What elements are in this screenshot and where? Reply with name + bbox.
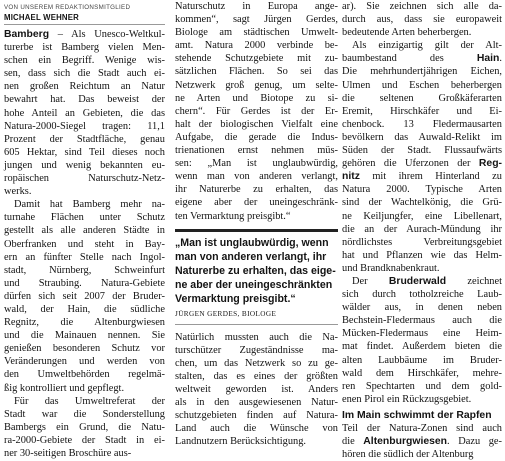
text-span: Die mehrhundertjährigen Eichen,: [342, 66, 502, 78]
text-span: nördlichstes Verbreitungsgebiet: [342, 236, 502, 248]
text-line: halt der biologischen Vielfalt eine: [175, 118, 338, 130]
text-line: [342, 39, 502, 52]
article-column-3: [342, 0, 502, 461]
text-span: sen, dass sich die Stadt auch ei-: [4, 68, 165, 80]
text-span: Mücken-Fledermaus eine Heim-: [342, 328, 502, 340]
text-span: sind der Wachtelkönig, die Grü-: [342, 197, 502, 209]
text-line: [4, 67, 165, 80]
text-line: [342, 327, 502, 340]
text-line: ner 30-seitigen Broschüre aus-: [4, 448, 132, 459]
text-line: Naturschutz in Europa ange-: [175, 1, 338, 12]
place-name: Reg-: [478, 158, 502, 170]
text-span: Natura-2000-Siegel tragen: 11,1: [4, 120, 165, 132]
text-line: eigene aber der uneingeschränk-: [175, 197, 338, 209]
pull-quote-line: Naturerbe zu erhalten, das eige-: [175, 265, 336, 277]
text-line: [4, 93, 165, 106]
text-line: [4, 54, 165, 67]
paragraph-altenburgwiesen: [342, 422, 502, 461]
text-line: wenn man von anderen verlangt,: [175, 171, 338, 183]
text-span: Als einzigartig gilt der Alt-: [352, 40, 502, 52]
text-span: – Als Unesco-Weltkul-: [49, 29, 165, 40]
text-span: jungen und wenig bekannten eu-: [4, 159, 165, 171]
text-span: 605 Hektar, sind Teil dieses noch: [4, 146, 165, 158]
text-span: baumbestand des: [342, 53, 477, 65]
text-line: [342, 236, 502, 249]
pull-quote-line: „Man ist unglaubwürdig, wenn: [175, 236, 329, 249]
text-line: Bambergs ein Grund, die Natu-: [4, 421, 165, 433]
text-line: stehende Schutzgebiete mit zu-: [175, 53, 338, 65]
text-span: wald dem Hirschkäfer, mehre-: [342, 367, 502, 379]
paragraph-bruderwald: [342, 275, 502, 406]
text-line: Biologe am städtischen Umwelt-: [175, 27, 338, 39]
text-line: stadt, Nürnberg, Schweinfurt: [4, 264, 165, 276]
author-name: MICHAEL WEHNER: [4, 13, 165, 25]
text-line: [342, 275, 502, 288]
text-line: Stadt war die Sonderstellung: [4, 408, 165, 420]
text-line: [342, 52, 502, 65]
text-line: [342, 448, 502, 461]
text-line: [342, 249, 502, 262]
text-line: als in den ausgewiesenen Natur-: [175, 397, 338, 409]
pull-quote-text: [175, 236, 338, 307]
text-line: [342, 380, 502, 393]
text-span: chenbock. 13 Fledermausarten: [342, 118, 502, 130]
text-line: [342, 65, 502, 78]
text-span: bevölkern das Auwald-Relikt im: [342, 131, 502, 143]
text-line: ern an fünfter Stelle nach Ingol-: [4, 251, 165, 263]
text-line: [4, 185, 165, 198]
pull-quote-line: Vermarktung preisgibt.“: [175, 293, 296, 306]
text-line: trienationen ernst nehmen müs-: [175, 145, 338, 157]
text-line: [342, 131, 502, 144]
text-span: gehören die Uferzonen der: [342, 158, 479, 170]
text-line: kommen“, sagt Jürgen Gerdes,: [175, 14, 338, 26]
text-line: [4, 146, 165, 159]
text-line: [342, 367, 502, 380]
dateline: Bamberg: [4, 29, 50, 40]
text-line: [342, 393, 502, 406]
text-span: ne Keiljungfer, eine Libellenart,: [342, 210, 502, 222]
text-line: [342, 170, 502, 183]
text-line: ar). Sie zeichnen sich alle da-: [342, 1, 502, 12]
text-span: Süden der Stadt. Flussaufwärts: [342, 145, 502, 157]
text-line: [342, 435, 502, 448]
text-span: die seltenen Großkäferarten: [342, 92, 502, 104]
text-line: [4, 41, 165, 54]
text-line: [342, 301, 502, 314]
pull-quote-line: ne aber der uneingeschränkten: [175, 279, 333, 292]
text-span: . Dazu ge-: [447, 436, 502, 448]
text-span: werks.: [4, 186, 32, 198]
text-line: bedeutende Arten beherbergen.: [342, 27, 472, 39]
text-line: [342, 105, 502, 118]
text-line: turnahe Flächen unter Schutz: [4, 212, 165, 224]
text-span: Teil der Natura-Zonen sind auch: [342, 423, 502, 434]
text-line: [4, 159, 165, 172]
text-line: Aufgabe, die gerade die Indus-: [175, 131, 338, 143]
text-line: Land auch die Wünsche von: [175, 423, 338, 435]
text-line: chern“. Für Gerdes ist der Er-: [175, 105, 338, 117]
text-line: ra-2000-Gebiete der Stadt in ei-: [4, 434, 165, 446]
paragraph-1: [4, 28, 165, 198]
text-span: nen großen Reichtum an Natur: [4, 81, 165, 93]
text-line: [342, 92, 502, 105]
text-span: schen ein Begriff. Wenige wis-: [4, 55, 165, 67]
subheading: Im Main schwimmt der Rapfen: [342, 409, 492, 421]
article-column-2: [175, 0, 338, 448]
text-line: ten Vermarktung preisgibt.“: [175, 210, 291, 222]
text-line: [342, 223, 502, 236]
text-line: sätzlichen Flächen. So sei das: [175, 66, 338, 78]
text-line: dürfen sich seit 2007 der Bruder-: [4, 290, 165, 302]
text-line: ihr Naturerbe zu erhalten, das: [175, 184, 338, 196]
text-line: ßig kontrolliert und gepflegt.: [4, 382, 125, 394]
text-span: ren Spechtarten und dem gold-: [342, 380, 502, 392]
text-span: turerbe ist Bamberg vielen Men-: [4, 42, 165, 54]
paragraph-continued-3: [342, 0, 502, 39]
text-line: schutzgebieten finden auf Natura-: [175, 410, 338, 422]
text-line: weltweit geworden ist. Anders: [175, 383, 338, 395]
text-span: die an der Aurach-Mündung ihr: [342, 223, 502, 235]
text-span: Der: [352, 275, 389, 287]
text-span: ropäischen Naturschutz-Netz-: [4, 173, 165, 185]
text-span: hat und Pflanzen wie das Helm-: [342, 249, 502, 261]
text-line: [342, 422, 502, 435]
text-line: sen: „Man ist unglaubwürdig,: [175, 158, 338, 170]
text-line: turschützer Zugeständnisse ma-: [175, 344, 338, 356]
text-span: zeichnet: [446, 275, 502, 287]
text-line: [342, 210, 502, 223]
text-span: Eremit, Hirschkäfer und Ei-: [342, 105, 502, 117]
pull-quote-line: man von anderen verlangt, ihr: [175, 250, 327, 263]
text-span: mit ihrem Hinterland zu: [359, 171, 502, 183]
text-span: wälder aus, in denen neben: [342, 302, 502, 314]
text-line: stalten, das es eines der größten: [175, 370, 338, 382]
text-line: [4, 28, 165, 41]
text-span: .: [499, 53, 502, 65]
text-span: sich durch totholzreiche Laub-: [342, 289, 502, 301]
text-span: und Brandknabenkraut.: [342, 262, 440, 274]
text-span: Natura 2000. Typische Arten: [342, 184, 502, 196]
text-line: chen, um das Netzwerk so zu ge-: [175, 357, 338, 369]
text-line: [4, 133, 165, 146]
text-line: Damit hat Bamberg mehr na-: [14, 199, 165, 211]
text-span: hören die südlich der Altenburg: [342, 449, 474, 461]
text-line: [342, 196, 502, 209]
text-line: den Umweltbehörden regelmä-: [4, 369, 165, 381]
paragraph-hain: [342, 39, 502, 275]
text-line: Oberfranken und steht in Bay-: [4, 238, 165, 250]
text-line: [4, 172, 165, 185]
text-span: Prozent der Stadtfläche, genau: [4, 133, 165, 145]
text-line: [342, 340, 502, 353]
paragraph-natur-zugestaendnisse: [175, 331, 338, 449]
paragraph-3: [4, 395, 165, 460]
pull-quote-source: JÜRGEN GERDES, BIOLOGE: [175, 309, 277, 318]
place-name: nitz: [342, 171, 360, 183]
text-line: [342, 354, 502, 367]
text-span: hohe Anteil an Gebieten, die das: [4, 107, 165, 119]
text-span: Ulmen und Eschen beherbergen: [342, 79, 502, 91]
text-line: durch aus, dass sie europaweit: [342, 14, 502, 26]
text-span: mat findet. Außerdem bieten die: [342, 341, 502, 353]
text-line: und die Mainauen nennen. Sie: [4, 330, 165, 342]
text-span: bewahrt hat. Das beweist der: [4, 94, 165, 106]
text-line: [342, 157, 502, 170]
text-line: ne Arten und Biotope zu si-: [175, 92, 338, 104]
text-line: [342, 144, 502, 157]
text-span: die: [342, 436, 364, 448]
paragraph-2: [4, 198, 165, 394]
text-line: [342, 183, 502, 196]
place-name: Hain: [476, 53, 500, 65]
text-line: gestellt als alle anderen Städte in: [4, 225, 165, 237]
text-line: Veränderungen und werden von: [4, 356, 165, 368]
place-name: Bruderwald: [388, 275, 447, 287]
text-line: [342, 79, 502, 92]
text-line: [342, 314, 502, 327]
text-line: Regnitz, die Altenburgwiesen: [4, 317, 165, 329]
text-span: Bechstein-Fledermaus auch die: [342, 315, 502, 327]
place-name: Altenburgwiesen: [363, 436, 448, 448]
article-column-1: [4, 0, 165, 460]
paragraph-continued: [175, 0, 338, 223]
text-line: [4, 120, 165, 133]
text-line: [342, 262, 502, 275]
text-span: enen Pirol ein Rückzugsgebiet.: [342, 393, 472, 405]
text-line: [4, 107, 165, 120]
text-line: Netzwerk groß genug, um selte-: [175, 79, 338, 91]
author-kicker: VON UNSEREM REDAKTIONSMITGLIED: [4, 4, 131, 11]
text-line: wald, der Hain, die südliche: [4, 303, 165, 315]
text-line: [342, 288, 502, 301]
text-span: alten Laubbäume im Bruder-: [342, 354, 502, 366]
pull-quote: [175, 229, 338, 325]
text-line: Für das Umweltreferat der: [14, 395, 165, 407]
text-line: amt. Natura 2000 verbinde be-: [175, 40, 338, 52]
text-line: Natürlich mussten auch die Na-: [175, 331, 338, 343]
text-line: und Straubing. Natura-Gebiete: [4, 277, 165, 289]
text-line: [342, 118, 502, 131]
text-line: [4, 80, 165, 93]
text-line: genießen besonderen Schutz vor: [4, 343, 165, 355]
text-line: Landnutzern Berücksichtigung.: [175, 436, 306, 448]
